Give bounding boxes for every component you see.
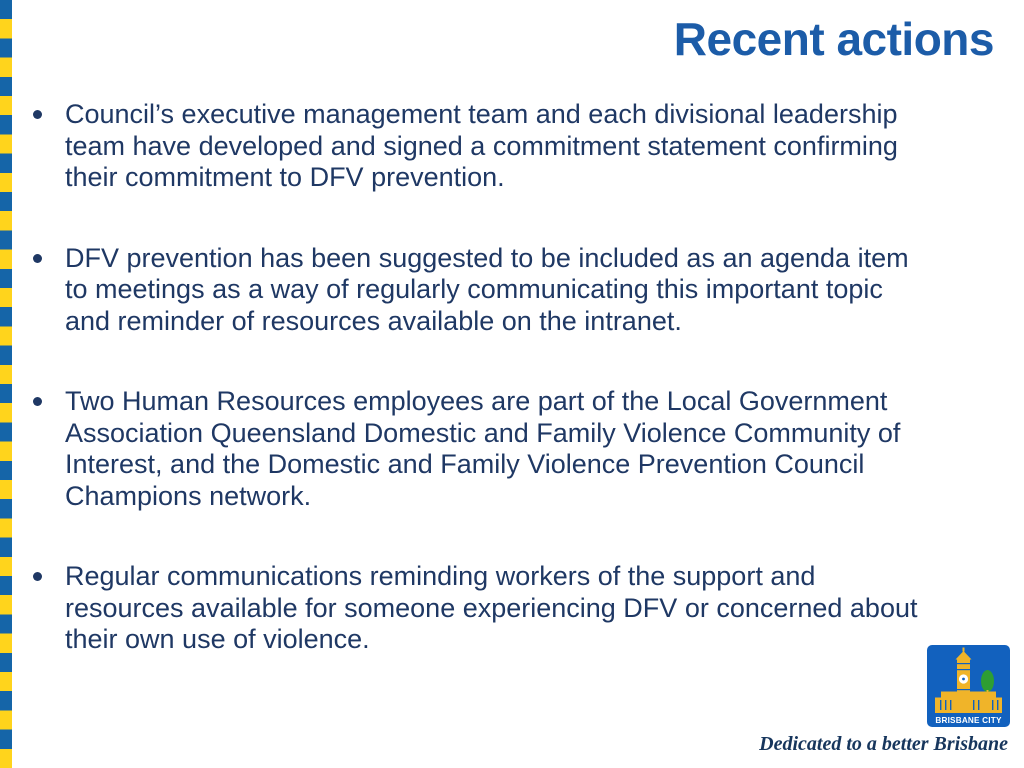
bullet-item [33,243,923,338]
decorative-border-strip [0,0,12,768]
bullet-text: Regular communications reminding workers of the support and resources available for someone experiencing DFV or concerned about their own use of violence. [65,561,918,654]
tagline: Dedicated to a better Brisbane [759,733,1008,755]
bullet-text: Council’s executive management team and each divisional leadership team have developed and signed a commitment statement confirming their commitment to DFV prevention. [65,99,898,192]
bullet-list [33,99,923,705]
bullet-item [33,99,923,194]
bullet-item [33,386,923,512]
bullet-dot-icon [33,254,42,263]
brisbane-city-council-logo-icon [927,645,1010,727]
bullet-dot-icon [33,572,42,581]
bullet-text: Two Human Resources employees are part of the Local Government Association Queensland Domestic and Family Violence Community of Interest, and the Domestic and Family Violence Prevention Council Champions network. [65,386,901,511]
bullet-item [33,561,923,656]
bullet-text: DFV prevention has been suggested to be included as an agenda item to meetings as a way of regularly communicating this important topic and reminder of resources available on the intranet. [65,242,909,336]
slide-title: Recent actions [673,13,994,65]
brisbane-city-logo [927,645,1010,727]
bullet-dot-icon [33,397,42,406]
bullet-dot-icon [33,110,42,119]
logo-label: BRISBANE CITY [935,716,1002,725]
